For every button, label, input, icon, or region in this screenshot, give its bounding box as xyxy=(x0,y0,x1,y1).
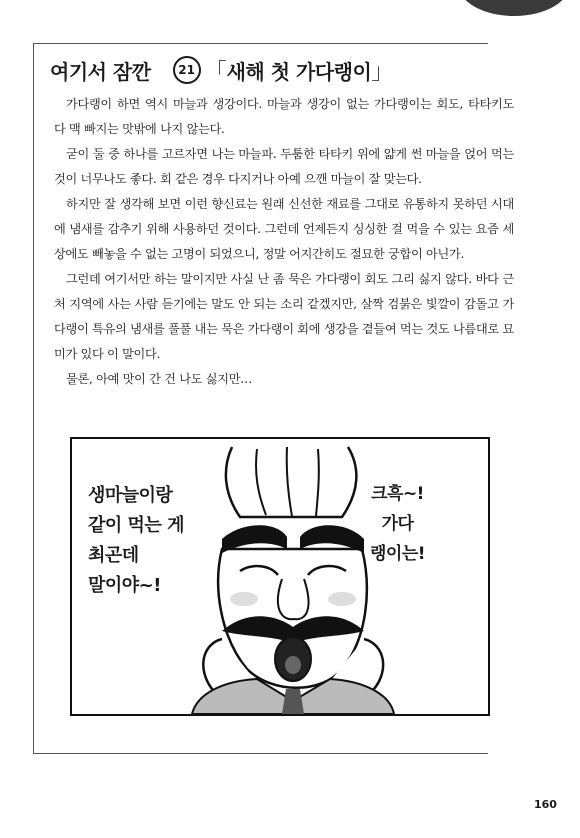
speech-line: 가다 xyxy=(381,514,414,534)
speech-line: 생마늘이랑 xyxy=(88,485,173,506)
section-header xyxy=(50,52,393,88)
paragraph-5: 물론, 아예 맛이 간 건 나도 싫지만… xyxy=(66,372,253,386)
paragraph-2: 굳이 둘 중 하나를 고르자면 나는 마늘파. 두툼한 타타키 위에 얇게 썬 마늘을 얹어 먹는 것이 너무나도 좋다. 회 같은 경우 다지거나 아예 으깬 마늘이 잘 맞는다. xyxy=(54,147,514,186)
speech-line: 크흑~! xyxy=(371,484,424,504)
speech-line: 랭이는! xyxy=(370,544,426,564)
paragraph-1: 가다랭이 하면 역시 마늘과 생강이다. 마늘과 생강이 없는 가다랭이는 회도, 타타키도 다 맥 빠지는 맛밖에 나지 않는다. xyxy=(54,97,514,136)
paragraph-4: 그런데 여기서만 하는 말이지만 사실 난 좀 묵은 가다랭이 회도 그리 싫지 않다. 바다 근처 지역에 사는 사람 듣기에는 말도 안 되는 소리 같겠지만, 살짝 검붉은 빛깔이 감돌고 가다랭이 특유의 냄새를 풀풀 내는 묵은 가다랭이 회에 생강을 곁들여 먹는 것도 나름대로 묘미가 있다 이 말이다. xyxy=(54,272,514,361)
speech-bubble-left xyxy=(88,481,184,601)
speech-line: 말이야~! xyxy=(88,575,161,596)
body-text xyxy=(54,92,514,392)
speech-line: 같이 먹는 게 xyxy=(88,515,184,536)
section-title: 새해 첫 가다랭이 xyxy=(226,59,372,84)
title-bracket-open: 「 xyxy=(204,59,227,85)
speech-bubble-right xyxy=(370,479,425,569)
corner-decoration xyxy=(458,0,570,16)
speech-line: 최곤데 xyxy=(88,545,139,566)
title-bracket-close: 」 xyxy=(371,59,394,85)
paragraph-3: 하지만 잘 생각해 보면 이런 향신료는 원래 신선한 재료를 그대로 유통하지 못하던 시대에 냄새를 감추기 위해 사용하던 것이다. 그런데 언제든지 싱싱한 걸 먹을 수 있는 요즘 세상에도 빼놓을 수 없는 고명이 되었으니, 정말 어지간히도 절묘한 궁합이 아닌가. xyxy=(54,197,514,261)
comic-panel xyxy=(70,437,490,716)
header-prefix: 여기서 잠깐 xyxy=(50,59,151,84)
section-number-badge: 21 xyxy=(173,56,201,84)
page-number: 160 xyxy=(534,798,557,811)
